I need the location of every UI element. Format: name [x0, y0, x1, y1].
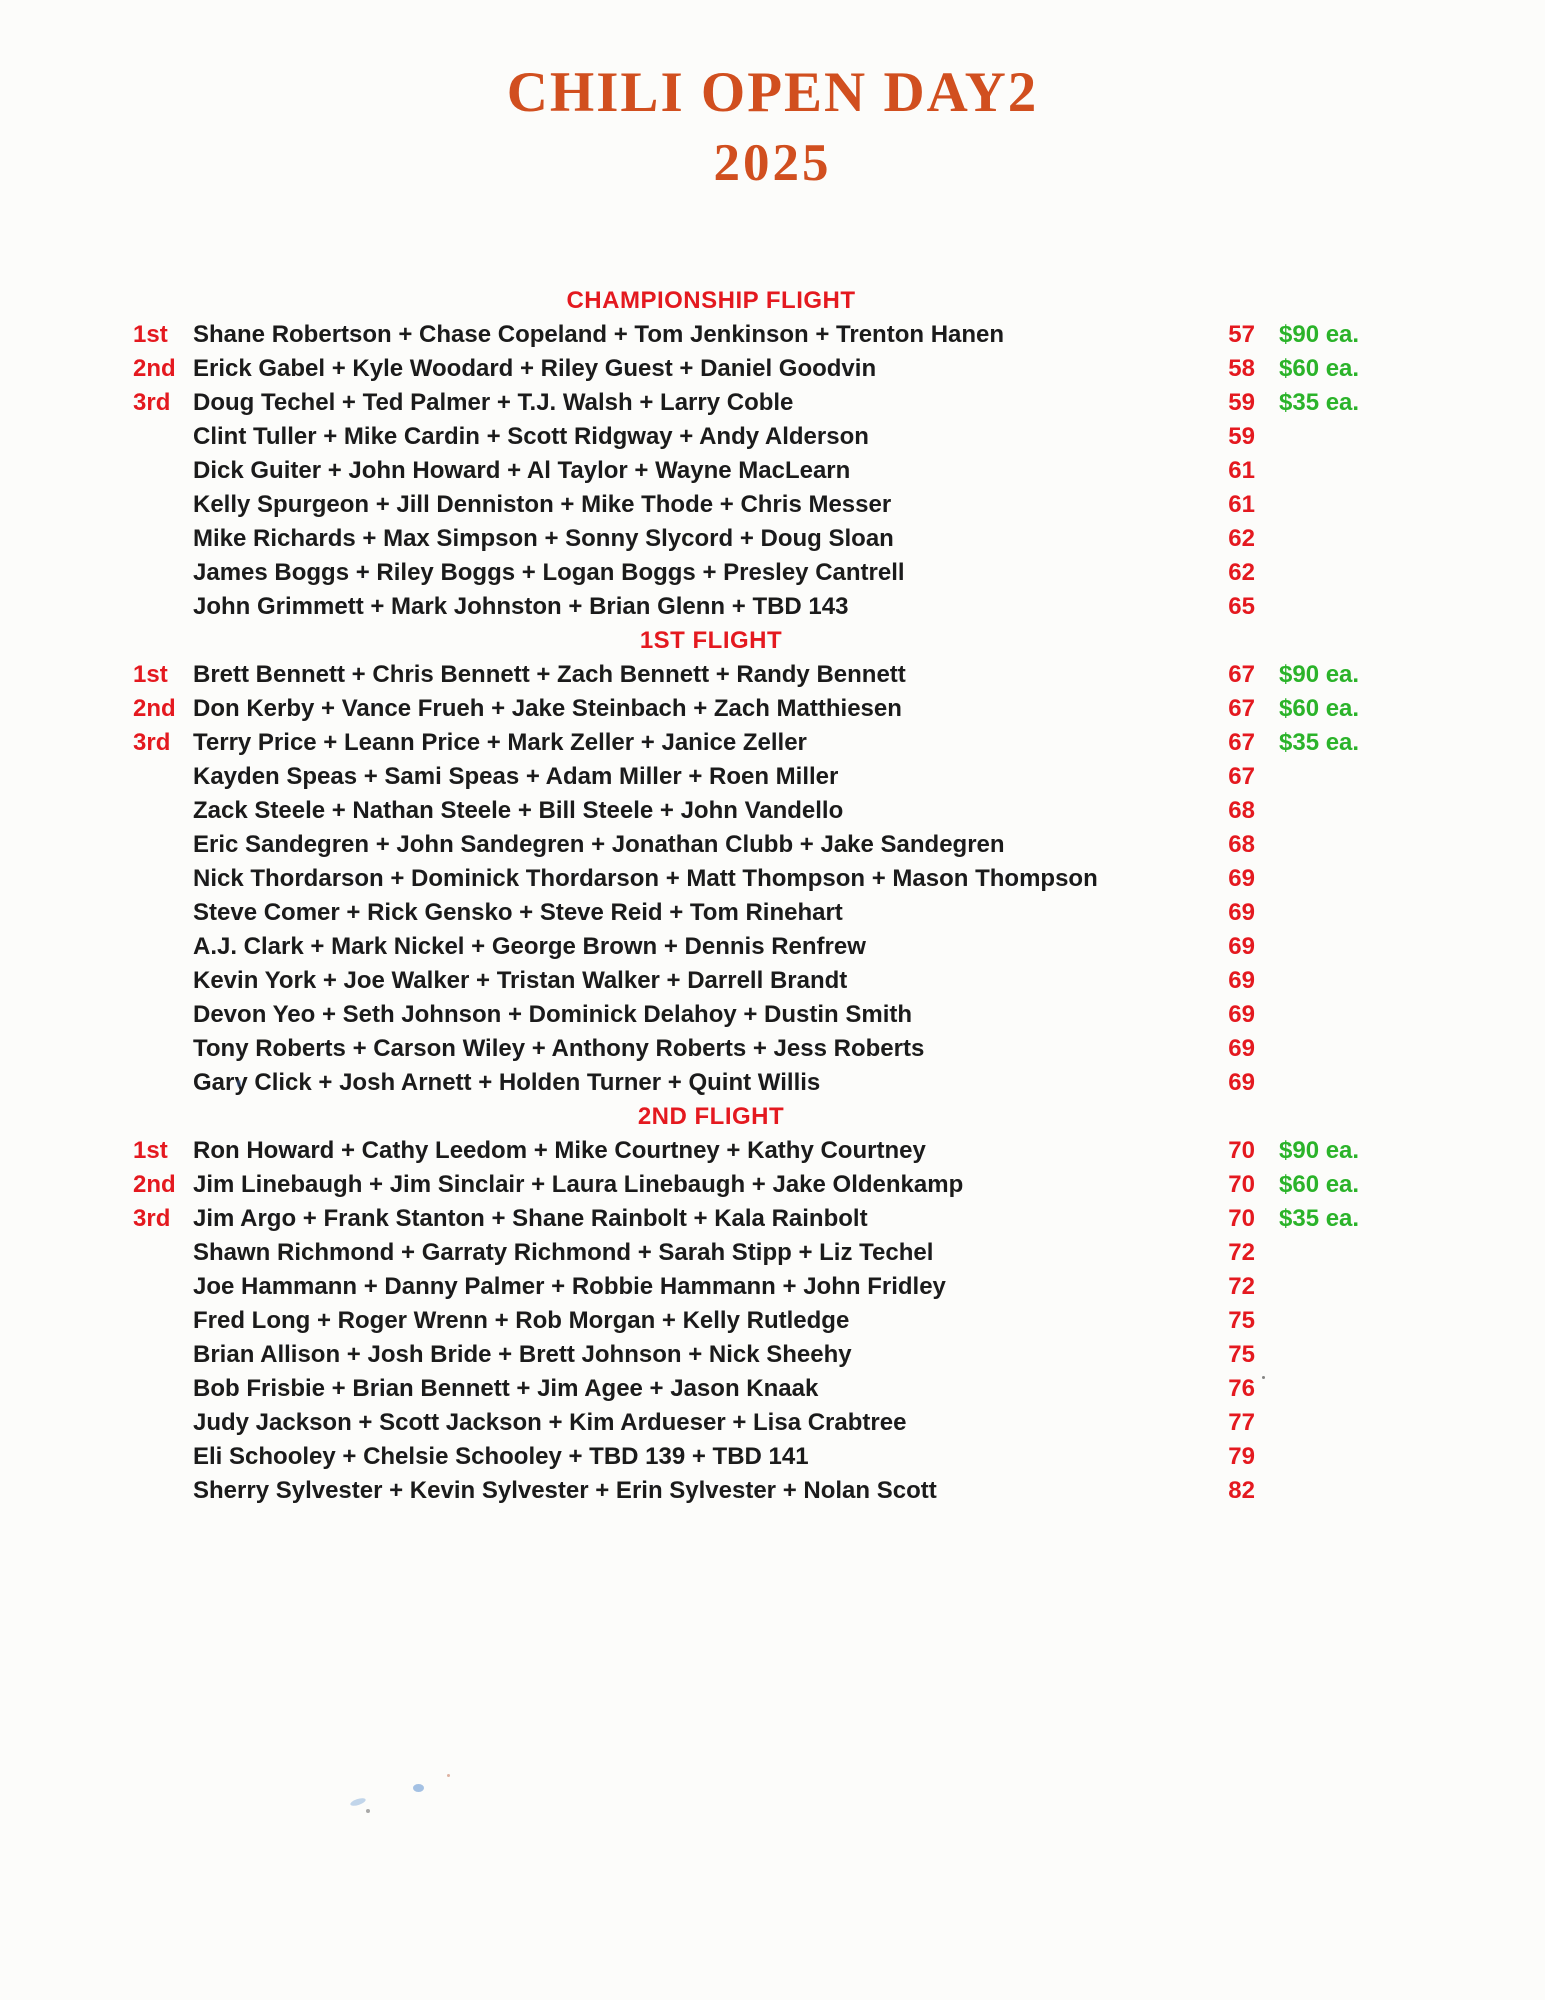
- result-row: [133, 1440, 1545, 1474]
- scan-artifact: [349, 1797, 366, 1808]
- scan-artifact: [237, 1080, 241, 1087]
- score-value: 69: [1228, 933, 1255, 960]
- rank-label: 3rd: [133, 729, 171, 756]
- team-names: Kevin York + Joe Walker + Tristan Walker + Darrell Brandt: [193, 967, 848, 994]
- result-row: [133, 386, 1545, 420]
- team-names: Kayden Speas + Sami Speas + Adam Miller + Roen Miller: [193, 763, 839, 790]
- team-names: Tony Roberts + Carson Wiley + Anthony Roberts + Jess Roberts: [193, 1035, 925, 1062]
- rank-label: 2nd: [133, 355, 176, 382]
- result-row: [133, 692, 1545, 726]
- rank-label: [133, 420, 193, 454]
- result-row: [133, 658, 1545, 692]
- scan-artifact: [366, 1809, 370, 1813]
- rank-label: [133, 1032, 193, 1066]
- rank-label: 1st: [133, 661, 168, 688]
- prize-value: $90 ea.: [1279, 1137, 1360, 1164]
- score-value: 72: [1228, 1273, 1255, 1300]
- rank-label: [133, 1270, 193, 1304]
- team-names: Gary Click + Josh Arnett + Holden Turner + Quint Willis: [193, 1069, 821, 1096]
- prize-value: $35 ea.: [1279, 389, 1360, 416]
- score-value: 59: [1228, 423, 1255, 450]
- score-value: 67: [1228, 763, 1255, 790]
- score-value: 65: [1228, 593, 1255, 620]
- team-names: Devon Yeo + Seth Johnson + Dominick Delahoy + Dustin Smith: [193, 1001, 913, 1028]
- result-row: [133, 556, 1545, 590]
- rank-label: [133, 1338, 193, 1372]
- score-value: 76: [1228, 1375, 1255, 1402]
- result-row: [133, 1338, 1545, 1372]
- score-value: 67: [1228, 661, 1255, 688]
- score-value: 70: [1228, 1137, 1255, 1164]
- team-names: John Grimmett + Mark Johnston + Brian Glenn + TBD 143: [193, 593, 849, 620]
- result-row: [133, 998, 1545, 1032]
- page-title: [0, 61, 1545, 192]
- team-names: Jim Linebaugh + Jim Sinclair + Laura Linebaugh + Jake Oldenkamp: [193, 1171, 964, 1198]
- rank-label: 2nd: [133, 695, 176, 722]
- team-names: Joe Hammann + Danny Palmer + Robbie Hammann + John Fridley: [193, 1273, 946, 1300]
- score-value: 69: [1228, 1069, 1255, 1096]
- team-names: Shawn Richmond + Garraty Richmond + Sarah Stipp + Liz Techel: [193, 1239, 934, 1266]
- score-value: 69: [1228, 1001, 1255, 1028]
- result-row: [133, 1066, 1545, 1100]
- result-row: [133, 318, 1545, 352]
- rank-label: [133, 794, 193, 828]
- score-value: 79: [1228, 1443, 1255, 1470]
- rank-label: [133, 1304, 193, 1338]
- score-value: 67: [1228, 695, 1255, 722]
- result-row: [133, 522, 1545, 556]
- score-value: 77: [1228, 1409, 1255, 1436]
- team-names: Mike Richards + Max Simpson + Sonny Slycord + Doug Sloan: [193, 525, 894, 552]
- score-value: 62: [1228, 525, 1255, 552]
- prize-value: $90 ea.: [1279, 321, 1360, 348]
- team-names: Brian Allison + Josh Bride + Brett Johnson + Nick Sheehy: [193, 1341, 852, 1368]
- score-value: 75: [1228, 1341, 1255, 1368]
- result-row: [133, 1270, 1545, 1304]
- score-value: 58: [1228, 355, 1255, 382]
- score-value: 75: [1228, 1307, 1255, 1334]
- result-row: [133, 794, 1545, 828]
- result-row: [133, 930, 1545, 964]
- team-names: Clint Tuller + Mike Cardin + Scott Ridgway + Andy Alderson: [193, 423, 869, 450]
- score-value: 59: [1228, 389, 1255, 416]
- team-names: Kelly Spurgeon + Jill Denniston + Mike Thode + Chris Messer: [193, 491, 892, 518]
- rank-label: [133, 590, 193, 624]
- result-row: [133, 352, 1545, 386]
- team-names: James Boggs + Riley Boggs + Logan Boggs + Presley Cantrell: [193, 559, 905, 586]
- team-names: Nick Thordarson + Dominick Thordarson + Matt Thompson + Mason Thompson: [193, 865, 1098, 892]
- rank-label: [133, 1440, 193, 1474]
- rank-label: 1st: [133, 1137, 168, 1164]
- result-row: [133, 964, 1545, 998]
- scan-artifact: [413, 1784, 424, 1792]
- result-row: [133, 590, 1545, 624]
- prize-value: $90 ea.: [1279, 661, 1360, 688]
- rank-label: [133, 930, 193, 964]
- rank-label: [133, 488, 193, 522]
- rank-label: [133, 1066, 193, 1100]
- result-row: [133, 454, 1545, 488]
- prize-value: $60 ea.: [1279, 695, 1360, 722]
- team-names: Shane Robertson + Chase Copeland + Tom Jenkinson + Trenton Hanen: [193, 321, 1005, 348]
- result-row: [133, 1168, 1545, 1202]
- score-value: 82: [1228, 1477, 1255, 1504]
- result-row: [133, 726, 1545, 760]
- rank-label: [133, 964, 193, 998]
- team-names: Erick Gabel + Kyle Woodard + Riley Guest + Daniel Goodvin: [193, 355, 877, 382]
- team-names: Eric Sandegren + John Sandegren + Jonathan Clubb + Jake Sandegren: [193, 831, 1005, 858]
- rank-label: [133, 1474, 193, 1508]
- team-names: Doug Techel + Ted Palmer + T.J. Walsh + Larry Coble: [193, 389, 794, 416]
- page-title-line2: 2025: [713, 134, 832, 192]
- result-row: [133, 1406, 1545, 1440]
- prize-value: $35 ea.: [1279, 729, 1360, 756]
- team-names: Fred Long + Roger Wrenn + Rob Morgan + Kelly Rutledge: [193, 1307, 850, 1334]
- team-names: A.J. Clark + Mark Nickel + George Brown + Dennis Renfrew: [193, 933, 866, 960]
- rank-label: 1st: [133, 321, 168, 348]
- score-value: 70: [1228, 1205, 1255, 1232]
- result-row: [133, 760, 1545, 794]
- flight-header: 1ST FLIGHT: [639, 627, 783, 654]
- team-names: Jim Argo + Frank Stanton + Shane Rainbolt + Kala Rainbolt: [193, 1205, 868, 1232]
- prize-value: $35 ea.: [1279, 1205, 1360, 1232]
- result-row: [133, 1236, 1545, 1270]
- team-names: Don Kerby + Vance Frueh + Jake Steinbach + Zach Matthiesen: [193, 695, 902, 722]
- rank-label: [133, 998, 193, 1032]
- rank-label: [133, 828, 193, 862]
- flight-header: CHAMPIONSHIP FLIGHT: [566, 287, 856, 314]
- rank-label: [133, 760, 193, 794]
- score-value: 69: [1228, 899, 1255, 926]
- score-value: 61: [1228, 457, 1255, 484]
- team-names: Bob Frisbie + Brian Bennett + Jim Agee + Jason Knaak: [193, 1375, 819, 1402]
- flight-header: 2ND FLIGHT: [637, 1103, 785, 1130]
- score-value: 68: [1228, 831, 1255, 858]
- score-value: 68: [1228, 797, 1255, 824]
- score-value: 69: [1228, 1035, 1255, 1062]
- team-names: Eli Schooley + Chelsie Schooley + TBD 139 + TBD 141: [193, 1443, 809, 1470]
- rank-label: [133, 454, 193, 488]
- score-value: 57: [1228, 321, 1255, 348]
- page-title-line1: CHILI OPEN DAY2: [506, 61, 1039, 124]
- score-value: 69: [1228, 865, 1255, 892]
- result-row: [133, 488, 1545, 522]
- team-names: Steve Comer + Rick Gensko + Steve Reid + Tom Rinehart: [193, 899, 843, 926]
- rank-label: [133, 1406, 193, 1440]
- score-value: 70: [1228, 1171, 1255, 1198]
- team-names: Terry Price + Leann Price + Mark Zeller + Janice Zeller: [193, 729, 807, 756]
- rank-label: [133, 896, 193, 930]
- team-names: Zack Steele + Nathan Steele + Bill Steele + John Vandello: [193, 797, 844, 824]
- result-row: [133, 1372, 1545, 1406]
- rank-label: 3rd: [133, 1205, 171, 1232]
- rank-label: 3rd: [133, 389, 171, 416]
- team-names: Dick Guiter + John Howard + Al Taylor + Wayne MacLearn: [193, 457, 851, 484]
- rank-label: [133, 862, 193, 896]
- score-value: 69: [1228, 967, 1255, 994]
- score-value: 61: [1228, 491, 1255, 518]
- result-row: [133, 1304, 1545, 1338]
- result-row: [133, 1134, 1545, 1168]
- result-row: [133, 1032, 1545, 1066]
- score-value: 67: [1228, 729, 1255, 756]
- scan-artifact: [1262, 1376, 1265, 1379]
- rank-label: [133, 556, 193, 590]
- result-row: [133, 828, 1545, 862]
- team-names: Sherry Sylvester + Kevin Sylvester + Erin Sylvester + Nolan Scott: [193, 1477, 937, 1504]
- result-row: [133, 420, 1545, 454]
- result-row: [133, 1474, 1545, 1508]
- result-row: [133, 862, 1545, 896]
- team-names: Brett Bennett + Chris Bennett + Zach Bennett + Randy Bennett: [193, 661, 906, 688]
- score-value: 72: [1228, 1239, 1255, 1266]
- result-row: [133, 1202, 1545, 1236]
- rank-label: [133, 1236, 193, 1270]
- team-names: Ron Howard + Cathy Leedom + Mike Courtney + Kathy Courtney: [193, 1137, 926, 1164]
- score-value: 62: [1228, 559, 1255, 586]
- results-list: [0, 284, 1545, 1508]
- prize-value: $60 ea.: [1279, 355, 1360, 382]
- result-row: [133, 896, 1545, 930]
- prize-value: $60 ea.: [1279, 1171, 1360, 1198]
- rank-label: 2nd: [133, 1171, 176, 1198]
- rank-label: [133, 1372, 193, 1406]
- scan-artifact: [447, 1774, 450, 1777]
- team-names: Judy Jackson + Scott Jackson + Kim Ardueser + Lisa Crabtree: [193, 1409, 907, 1436]
- rank-label: [133, 522, 193, 556]
